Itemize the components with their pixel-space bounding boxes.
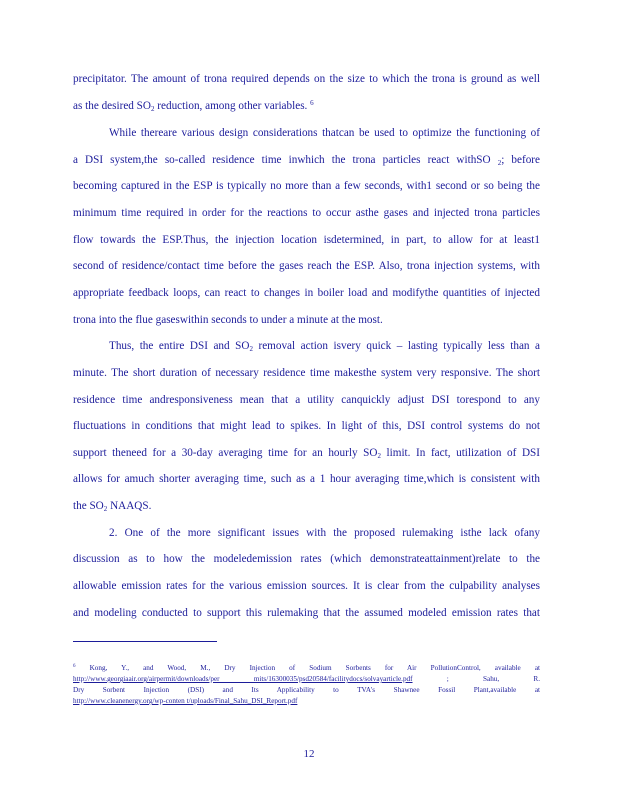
- body-line: appropriate feedback loops, can react to changes in boiler load and modifythe quantities of injected: [73, 287, 540, 299]
- body-line: fluctuations in conditions that might lead to spikes. In light of this, DSI control systems do not: [73, 420, 540, 432]
- body-line: Thus, the entire DSI and $SO_2$ removal action isvery quick – lasting typically less than a: [109, 340, 540, 353]
- body-line: While thereare various design considerations thatcan be used to optimize the functioning of: [109, 127, 540, 139]
- body-line: discussion as to how the modeledemission rates (which demonstrateattainment)relate to the: [73, 553, 540, 565]
- body-line: second of residence/contact time before the gases reach the ESP. Also, trona injection systems, with: [73, 260, 540, 272]
- footnote-link[interactable]: http://www.cleanenergy.org/wp-conten t/uploads/Final_Sahu_DSI_Report.pdf: [73, 697, 298, 705]
- body-line: the $SO_2$ NAAQS.: [73, 500, 152, 513]
- body-line: allowable emission rates for the various emission sources. It is clear from the culpability analyses: [73, 580, 540, 592]
- footnote-link[interactable]: http://www.georgiaair.org/airpermit/downloads/per mits/16300035/psd20584/facilitydocs/solvayarticle.pdf: [73, 675, 413, 683]
- body-line: a DSI system,the so-called residence time inwhich the trona particles react withSO $_2$; before: [73, 154, 540, 167]
- footnote-line: http://www.georgiaair.org/airpermit/downloads/per mits/16300035/psd20584/facilitydocs/solvayarticle.pdf ; Sahu, R.: [73, 675, 541, 683]
- footnote-reference[interactable]: 6: [310, 99, 314, 107]
- body-line: flow towards the ESP.Thus, the injection location isdetermined, in part, to allow for at least1: [73, 234, 540, 246]
- footnote-line: $^6$ Kong, Y., and Wood, M., Dry Injection of Sodium Sorbents for Air PollutionControl, available at: [73, 664, 541, 672]
- body-line: minimum time required in order for the reactions to occur asthe gases and injected trona particles: [73, 207, 540, 219]
- body-line: allows for amuch shorter averaging time, such as a 1 hour averaging time,which is consistent with: [73, 473, 540, 485]
- body-line: minute. The short duration of necessary residence time makesthe system very responsive. The short: [73, 367, 540, 379]
- body-line: 2. One of the more significant issues with the proposed rulemaking isthe lack ofany: [109, 527, 540, 539]
- page-number: 12: [303, 748, 315, 760]
- body-line: residence time andresponsiveness mean that a utility canquickly adjust DSI torespond to any: [73, 394, 540, 406]
- footnote-separator: [73, 641, 217, 642]
- body-line: precipitator. The amount of trona required depends on the size to which the trona is ground as well: [73, 73, 540, 85]
- body-line: as the desired $SO_2$ reduction, among other variables. $^6$: [73, 99, 314, 113]
- body-line: support theneed for a 30-day averaging time for an hourly $SO_2$ limit. In fact, utilization of DSI: [73, 447, 540, 460]
- body-line: and modeling conducted to support this rulemaking that the assumed modeled emission rates that: [73, 607, 540, 619]
- footnote-line: [73, 697, 540, 706]
- body-line: trona into the flue gaseswithin seconds to under a minute at the most.: [73, 314, 383, 326]
- body-line: becoming captured in the ESP is typically no more than a few seconds, with1 second or so being the: [73, 180, 540, 192]
- footnote-line: Dry Sorbent Injection (DSI) and Its Applicability to TVA's Shawnee Fossil Plant,available at: [73, 686, 540, 694]
